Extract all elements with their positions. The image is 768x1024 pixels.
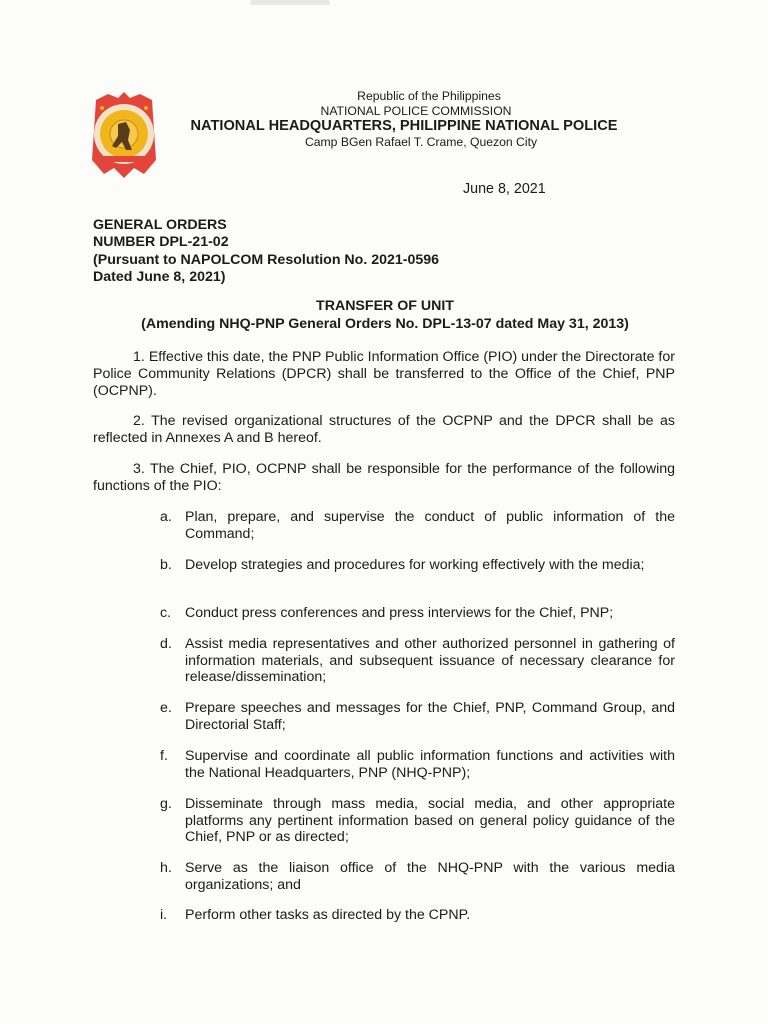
paragraph-text: The revised organizational structures of the OCPNP and the DPCR shall be as reflected in Annexes A and B hereof. bbox=[93, 413, 675, 447]
letterhead bbox=[160, 89, 620, 150]
list-text: Prepare speeches and messages for the Chief, PNP, Command Group, and Directorial Staff; bbox=[185, 700, 675, 733]
general-orders-block bbox=[93, 217, 439, 287]
list-marker: i. bbox=[160, 907, 168, 923]
list-item bbox=[160, 557, 675, 574]
list-marker: e. bbox=[160, 700, 172, 716]
list-text: Supervise and coordinate all public information functions and activities with the National Headquarters, PNP (NHQ-PNP); bbox=[185, 748, 675, 781]
letterhead-napolcom: NATIONAL POLICE COMMISSION bbox=[320, 103, 512, 118]
orders-number: NUMBER DPL-21-02 bbox=[93, 234, 229, 251]
paragraph-number: 2. bbox=[133, 413, 145, 429]
subject-subtitle: (Amending NHQ-PNP General Orders No. DPL-13-07 dated May 31, 2013) bbox=[141, 315, 629, 332]
list-item bbox=[160, 700, 675, 733]
list-item bbox=[160, 605, 675, 622]
orders-dated: Dated June 8, 2021) bbox=[93, 269, 226, 286]
list-text: Serve as the liaison office of the NHQ-PNP with the various media organizations; and bbox=[185, 860, 675, 893]
list-marker: b. bbox=[160, 557, 172, 573]
list-text: Disseminate through mass media, social media, and other appropriate platforms any pertinent information based on general policy guidance of the Chief, PNP or as directed; bbox=[185, 796, 675, 846]
paragraph-text: Effective this date, the PNP Public Information Office (PIO) under the Directorate for Police Community Relations (DPCR) shall be transferred to the Office of the Chief, PNP (OCPNP). bbox=[93, 349, 675, 400]
letterhead-republic: Republic of the Philippines bbox=[357, 89, 501, 103]
paragraph-number: 1. bbox=[133, 349, 145, 365]
list-item bbox=[160, 796, 675, 846]
list-marker: c. bbox=[160, 605, 172, 621]
paragraph-3 bbox=[93, 461, 675, 495]
orders-title: GENERAL ORDERS bbox=[93, 217, 227, 233]
list-marker: h. bbox=[160, 860, 172, 876]
list-marker: f. bbox=[160, 748, 168, 764]
list-item bbox=[160, 907, 675, 924]
list-marker: a. bbox=[160, 509, 172, 525]
list-text: Develop strategies and procedures for working effectively with the media; bbox=[185, 557, 645, 573]
document-date: June 8, 2021 bbox=[463, 181, 546, 197]
list-text: Conduct press conferences and press interviews for the Chief, PNP; bbox=[185, 605, 614, 621]
list-item bbox=[160, 748, 675, 781]
list-item bbox=[160, 860, 675, 893]
list-text: Plan, prepare, and supervise the conduct of public information of the Command; bbox=[185, 509, 675, 542]
paragraph-2 bbox=[93, 413, 675, 447]
list-item bbox=[160, 509, 675, 542]
subject-block bbox=[93, 298, 677, 333]
subject-title: TRANSFER OF UNIT bbox=[316, 298, 454, 314]
paragraph-text: The Chief, PIO, OCPNP shall be responsible for the performance of the following functions of the PIO: bbox=[93, 461, 675, 495]
letterhead-address: Camp BGen Rafael T. Crame, Quezon City bbox=[304, 135, 538, 149]
pnp-seal-icon bbox=[88, 90, 160, 180]
scan-artifact bbox=[250, 0, 330, 5]
orders-pursuant: (Pursuant to NAPOLCOM Resolution No. 2021-0596 bbox=[93, 251, 440, 268]
list-text: Assist media representatives and other authorized personnel in gathering of information materials, and subsequent issuance of necessary clearance for release/dissemination; bbox=[185, 636, 675, 686]
list-marker: g. bbox=[160, 796, 172, 812]
list-text: Perform other tasks as directed by the CPNP. bbox=[185, 907, 471, 923]
paragraph-1 bbox=[93, 349, 675, 401]
paragraph-number: 3. bbox=[133, 461, 145, 477]
letterhead-nhq-pnp: NATIONAL HEADQUARTERS, PHILIPPINE NATIONAL POLICE bbox=[190, 118, 618, 134]
list-item bbox=[160, 636, 675, 686]
list-marker: d. bbox=[160, 636, 172, 652]
